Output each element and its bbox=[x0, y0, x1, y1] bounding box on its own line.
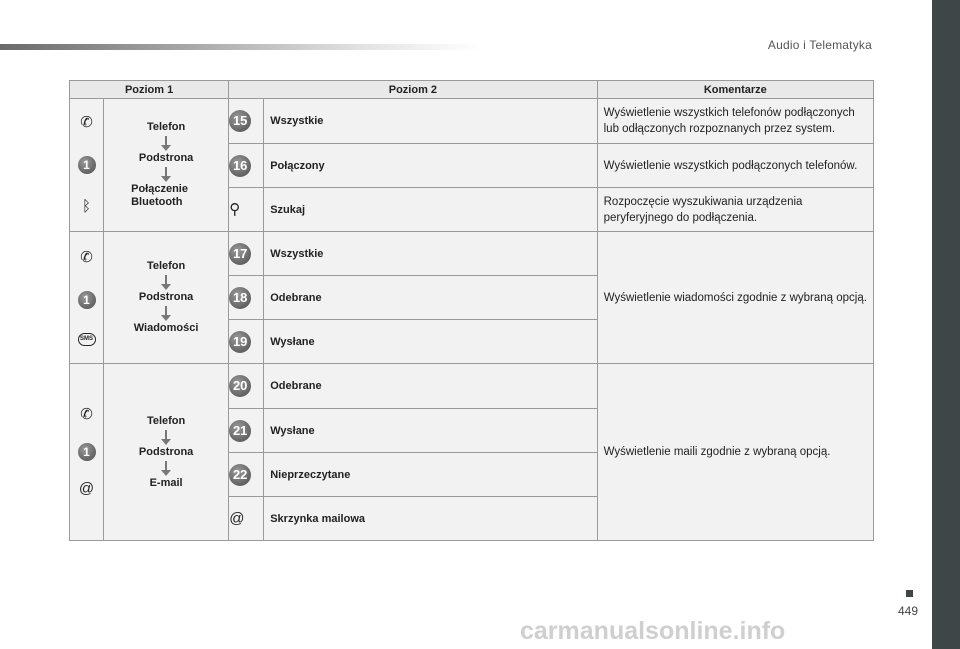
marker-badge: 22 bbox=[229, 464, 251, 486]
phone-icon: ✆ bbox=[80, 249, 93, 267]
comment-cell: Wyświetlenie wszystkich telefonów podłączonych lub odłączonych rozpoznanych przez system. bbox=[597, 99, 873, 144]
table-row bbox=[70, 99, 874, 144]
level2-label: Odebrane bbox=[264, 276, 597, 320]
header-gradient-bar bbox=[0, 44, 480, 50]
table-row bbox=[70, 364, 874, 409]
flow-step: Telefon bbox=[146, 414, 186, 427]
table-header-row bbox=[70, 81, 874, 99]
arrow-down-icon bbox=[165, 461, 167, 471]
flow-step: Telefon bbox=[146, 121, 186, 133]
marker-badge: 21 bbox=[229, 420, 251, 442]
level2-label: Nieprzeczytane bbox=[264, 453, 597, 497]
page-marker bbox=[906, 590, 913, 597]
level2-label: Wszystkie bbox=[264, 99, 597, 144]
flow-step: Wiadomości bbox=[133, 322, 199, 334]
marker-badge: 16 bbox=[229, 155, 251, 177]
sms-icon: SMS bbox=[78, 333, 96, 346]
menu-table bbox=[69, 80, 874, 541]
comment-cell: Wyświetlenie maili zgodnie z wybraną opcją. bbox=[597, 364, 873, 541]
marker-badge: 17 bbox=[229, 243, 251, 265]
section-title: Audio i Telematyka bbox=[767, 38, 872, 52]
step-badge: 1 bbox=[78, 291, 96, 309]
level2-label: Połączony bbox=[264, 144, 597, 188]
level2-label: Wysłane bbox=[264, 409, 597, 453]
search-icon: ⚲ bbox=[229, 200, 241, 218]
bluetooth-icon: ᛒ bbox=[82, 197, 92, 215]
level2-label: Odebrane bbox=[264, 364, 597, 409]
level2-label: Wysłane bbox=[264, 320, 597, 364]
group-icons-cell bbox=[70, 232, 104, 364]
level1-flow-cell bbox=[104, 99, 229, 232]
comment-cell: Rozpoczęcie wyszukiwania urządzenia peryferyjnego do podłączenia. bbox=[597, 188, 873, 232]
column-header: Komentarze bbox=[597, 81, 873, 99]
page-number: 449 bbox=[898, 604, 919, 618]
phone-icon: ✆ bbox=[80, 406, 93, 424]
group-icons-cell bbox=[70, 99, 104, 232]
table-row bbox=[70, 232, 874, 276]
group-icons-cell bbox=[70, 364, 104, 541]
flow-step: Podstrona bbox=[138, 291, 194, 303]
marker-badge: 18 bbox=[229, 287, 251, 309]
flow-step: Połączenie Bluetooth bbox=[131, 183, 188, 208]
marker-badge: 19 bbox=[229, 331, 251, 353]
column-header: Poziom 1 bbox=[70, 81, 229, 99]
side-tab bbox=[932, 0, 960, 649]
flow-step: Podstrona bbox=[138, 152, 194, 164]
level2-label: Skrzynka mailowa bbox=[264, 497, 597, 541]
flow-step: Telefon bbox=[146, 260, 186, 272]
arrow-down-icon bbox=[165, 275, 167, 285]
comment-cell: Wyświetlenie wszystkich podłączonych telefonów. bbox=[597, 144, 873, 188]
at-icon: @ bbox=[229, 509, 245, 527]
step-badge: 1 bbox=[78, 156, 96, 174]
level2-label: Wszystkie bbox=[264, 232, 597, 276]
comment-cell: Wyświetlenie wiadomości zgodnie z wybraną opcją. bbox=[597, 232, 873, 364]
marker-badge: 15 bbox=[229, 110, 251, 132]
level2-label: Szukaj bbox=[264, 188, 597, 232]
flow-step: E-mail bbox=[149, 476, 183, 489]
watermark: carmanualsonline.info bbox=[520, 617, 786, 645]
arrow-down-icon bbox=[165, 430, 167, 440]
flow-step: Podstrona bbox=[138, 445, 194, 458]
marker-badge: 20 bbox=[229, 375, 251, 397]
at-icon: @ bbox=[78, 479, 95, 497]
step-badge: 1 bbox=[78, 443, 96, 461]
column-header: Poziom 2 bbox=[229, 81, 597, 99]
phone-icon: ✆ bbox=[80, 114, 93, 132]
arrow-down-icon bbox=[165, 136, 167, 146]
level1-flow-cell bbox=[104, 364, 229, 541]
arrow-down-icon bbox=[165, 167, 167, 177]
level1-flow-cell bbox=[104, 232, 229, 364]
arrow-down-icon bbox=[165, 306, 167, 316]
